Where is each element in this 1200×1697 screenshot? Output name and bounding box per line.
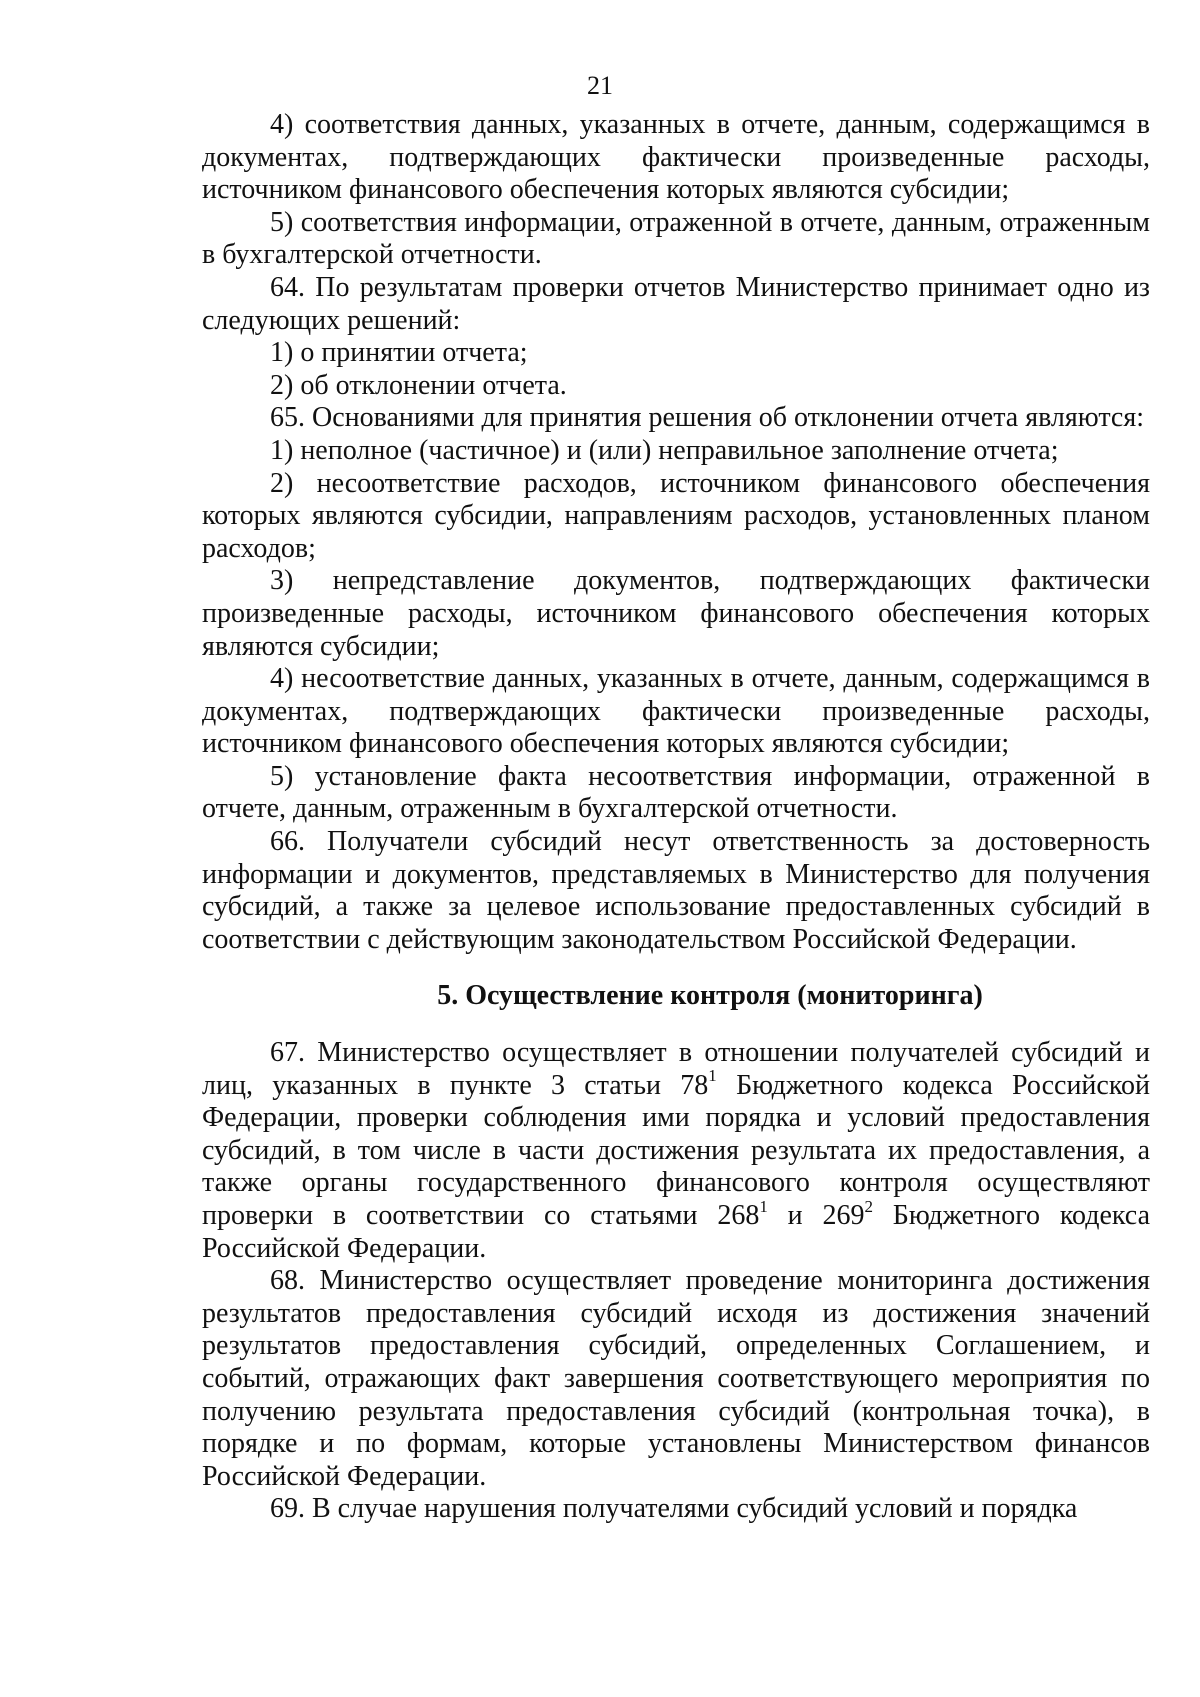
paragraph-67 [202, 1037, 1150, 1265]
superscript: 1 [759, 1196, 768, 1216]
paragraph-67-text: 67. Министерство осуществляет в отношении получателей субсидий и лиц, указанных в пункте 3 статьи 78 [202, 1037, 1150, 1101]
paragraph: 4) несоответствие данных, указанных в отчете, данным, содержащимся в документах, подтверждающих фактически произведенные расходы, источником финансового обеспечения которых являются субсидии; [202, 663, 1150, 760]
superscript: 1 [708, 1066, 717, 1086]
paragraph: 65. Основаниями для принятия решения об отклонении отчета являются: [270, 402, 1144, 434]
paragraph: 4) соответствия данных, указанных в отчете, данным, содержащимся в документах, подтверждающих фактически произведенные расходы, источником финансового обеспечения которых являются субсидии; [202, 109, 1150, 206]
paragraph: 2) несоответствие расходов, источником финансового обеспечения которых являются субсидии, направлениям расходов, установленных планом расходов; [202, 467, 1150, 564]
paragraph: 68. Министерство осуществляет проведение мониторинга достижения результатов предоставления субсидий исходя из достижения значений результатов предоставления субсидий, определенных Соглашением, и событий, отражающих факт завершения соответствующего мероприятия по получению результата предоставления субсидий (контрольная точка), в порядке и по формам, которые установлены Министерством финансов Российской Федерации. [202, 1265, 1150, 1492]
paragraph-67-text: и 269 [767, 1200, 865, 1231]
paragraph-67-text: Бюджетного кодекса Российской Федерации, проверки соблюдения ими порядка и условий предоставления субсидий, в том числе в части достижения результата их предоставления, а также органы государственного финансового контроля осуществляют проверки в соответствии со статьями 268 [202, 1069, 1151, 1231]
section-heading: 5. Осуществление контроля (мониторинга) [437, 980, 983, 1012]
paragraph: 64. По результатам проверки отчетов Министерство принимает одно из следующих решений: [202, 271, 1150, 336]
paragraph: 1) о принятии отчета; [270, 337, 528, 369]
paragraph: 2) об отклонении отчета. [270, 369, 567, 401]
paragraph: 1) неполное (частичное) и (или) неправильное заполнение отчета; [270, 434, 1059, 466]
paragraph-67-text: Бюджетного кодекса Российской Федерации. [202, 1200, 1150, 1264]
paragraph: 3) непредставление документов, подтверждающих фактически произведенные расходы, источником финансового обеспечения которых являются субсидии; [202, 565, 1150, 662]
paragraph: 5) соответствия информации, отраженной в отчете, данным, отраженным в бухгалтерской отчетности. [202, 206, 1150, 271]
superscript: 2 [864, 1196, 873, 1216]
paragraph: 66. Получатели субсидий несут ответственность за достоверность информации и документов, представляемых в Министерство для получения субсидий, а также за целевое использование предоставленных субсидий в соответствии с действующим законодательством Российской Федерации. [202, 826, 1150, 955]
paragraph: 5) установление факта несоответствия информации, отраженной в отчете, данным, отраженным в бухгалтерской отчетности. [202, 760, 1150, 825]
page-number: 21 [587, 71, 613, 100]
document-body [202, 109, 1150, 1526]
paragraph: 69. В случае нарушения получателями субсидий условий и порядка [270, 1493, 1078, 1525]
